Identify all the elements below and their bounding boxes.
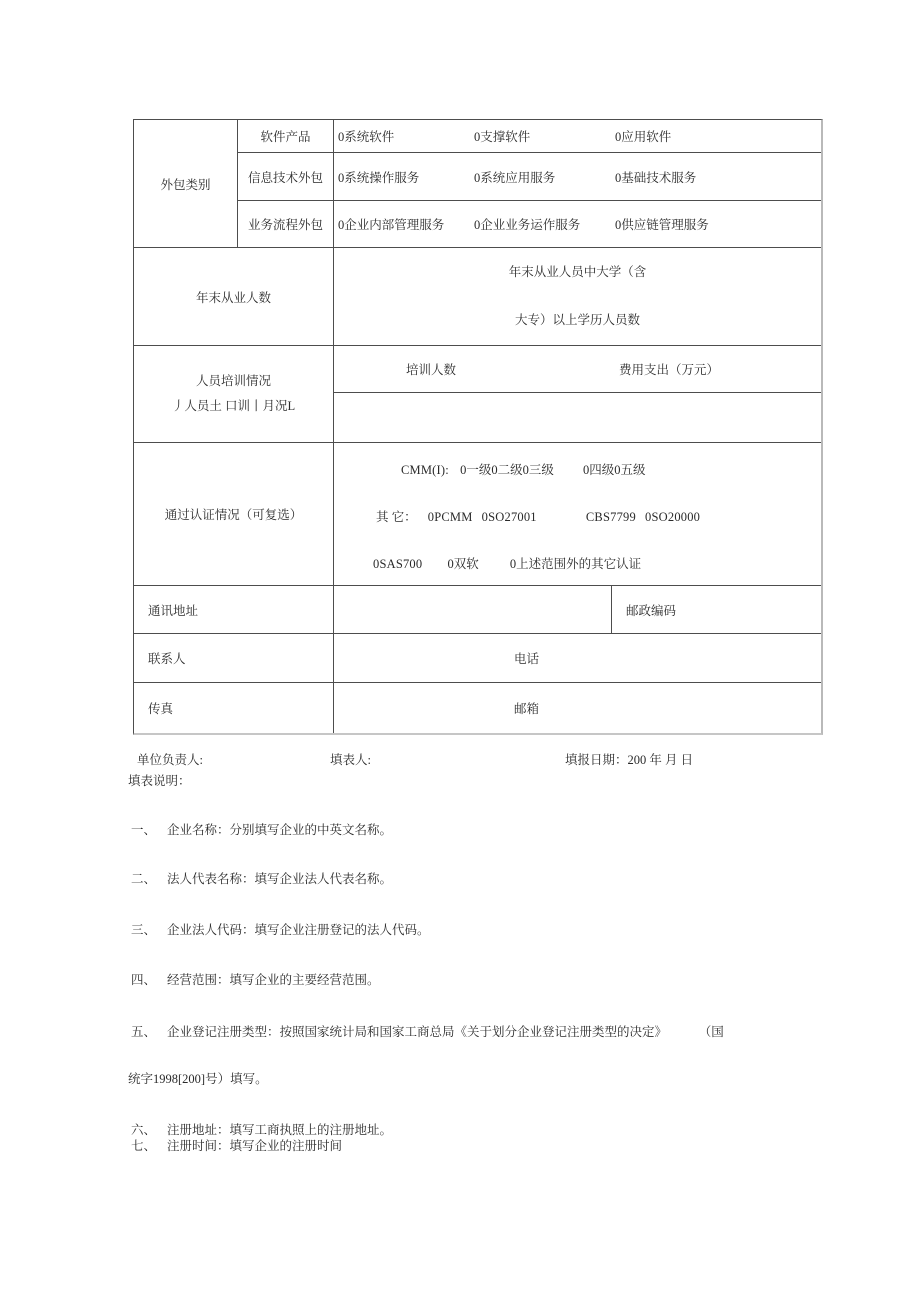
option-software-2: 0支撑软件 [474,130,531,144]
note-num-6: 六、 [131,1123,157,1137]
employees-line1: 年末从业人员中大学（含 [508,265,647,279]
note-num-1: 一、 [131,823,157,837]
note-num-3: 三、 [131,923,157,937]
note-item-4 [131,970,380,988]
option-software-1: 0系统软件 [338,130,395,144]
certification-line1 [401,460,645,478]
note-item-3 [131,920,430,938]
training-col1-label: 培训人数 [406,363,457,377]
note-text-1: 企业名称：分别填写企业的中英文名称。 [167,823,393,837]
cert-sas700: 0SAS700 [373,557,423,571]
cell-training-value [334,393,821,443]
other-prefix: 其 它： [376,510,417,524]
note-text-5b: 统字1998[200]号）填写。 [128,1072,268,1086]
cell-options-bpo [334,201,821,248]
cell-phone [334,634,821,683]
address-label: 通讯地址 [148,603,199,618]
cert-bs7799: CBS7799 [585,510,636,524]
phone-label: 电话 [514,652,540,666]
cell-employees-label [134,248,334,346]
note-item-7 [131,1136,342,1154]
note-num-7: 七、 [131,1139,157,1153]
note-item-5-continued [128,1069,268,1087]
email-label: 邮箱 [514,702,540,716]
training-label-line1: 人员培训情况 [195,374,271,388]
category-software-label: 软件产品 [260,130,311,144]
cell-category-it [238,153,334,201]
cell-contact-label [134,634,334,683]
cert-shuangruan: 0双软 [447,557,479,571]
training-label-line2: 丿人员土 口训丨月况L [171,399,296,413]
cell-category-software [238,120,334,153]
cert-other-scope: 0上述范围外的其它认证 [509,557,642,571]
option-it-1: 0系统操作服务 [338,170,420,185]
fill-date-label: 填报日期：200 年 月 日 [565,753,694,767]
note-num-2: 二、 [131,872,157,886]
cert-pcmm: 0PCMM [427,510,473,524]
employees-label: 年末从业人数 [195,290,271,305]
cell-address-value [334,586,612,634]
employees-line2: 大专）以上学历人员数 [514,313,640,327]
cell-outsourcing-label [134,120,238,248]
contact-label: 联系人 [148,652,186,666]
certification-label: 通过认证情况（可复选） [164,508,303,522]
note-text-2: 法人代表名称：填写企业法人代表名称。 [167,872,393,886]
option-bpo-2: 0企业业务运作服务 [474,218,581,232]
cell-email [334,683,821,733]
note-item-1 [131,820,392,838]
note-suffix-5: （国 [705,1025,724,1039]
cell-fax-label [134,683,334,733]
cell-training-label [134,346,334,443]
training-col2-label: 费用支出（万元） [619,363,720,377]
option-it-3: 0基础技术服务 [615,170,697,185]
note-num-4: 四、 [131,973,157,987]
cell-address-label [134,586,334,634]
form-filler-label: 填表人: [330,753,371,767]
outsourcing-label: 外包类别 [160,177,211,192]
responsible-person-label: 单位负责人: [137,753,203,767]
cell-employees-value [334,248,821,346]
cert-so27001: 0SO27001 [481,510,537,524]
note-text-7: 注册时间：填写企业的注册时间 [167,1139,343,1153]
option-bpo-1: 0企业内部管理服务 [338,218,445,232]
cmm-prefix: CMM(I): [401,463,449,477]
note-text-6: 注册地址：填写工商执照上的注册地址。 [167,1123,393,1137]
cell-training-header [334,346,821,393]
option-it-2: 0系统应用服务 [474,170,556,185]
category-bpo-label: 业务流程外包 [247,218,323,232]
cell-options-software [334,120,821,153]
note-text-5: 企业登记注册类型：按照国家统计局和国家工商总局《关于划分企业登记注册类型的决定》 [167,1025,668,1039]
note-num-5: 五、 [131,1025,157,1039]
cell-category-bpo [238,201,334,248]
note-text-3: 企业法人代码：填写企业注册登记的法人代码。 [167,923,430,937]
form-table [133,119,823,735]
option-software-3: 0应用软件 [615,130,672,144]
certification-line3 [373,554,641,572]
cmm-levels-45: 0四级0五级 [582,463,646,477]
cell-postal-label [612,586,821,634]
cell-certification-label [134,443,334,586]
note-text-4: 经营范围：填写企业的主要经营范围。 [167,973,380,987]
cell-options-it [334,153,821,201]
cmm-levels-123: 0一级0二级0三级 [460,463,554,477]
category-it-label: 信息技术外包 [247,170,323,185]
option-bpo-3: 0供应链管理服务 [615,218,709,232]
cell-certification-value [334,443,821,586]
fax-label: 传真 [148,702,174,716]
postal-label: 邮政编码 [626,603,677,618]
certification-line2 [376,507,700,525]
note-item-2 [131,869,392,887]
notes-title: 填表说明： [128,774,191,788]
cert-so20000: 0SO20000 [645,510,701,524]
note-item-5 [131,1022,724,1040]
